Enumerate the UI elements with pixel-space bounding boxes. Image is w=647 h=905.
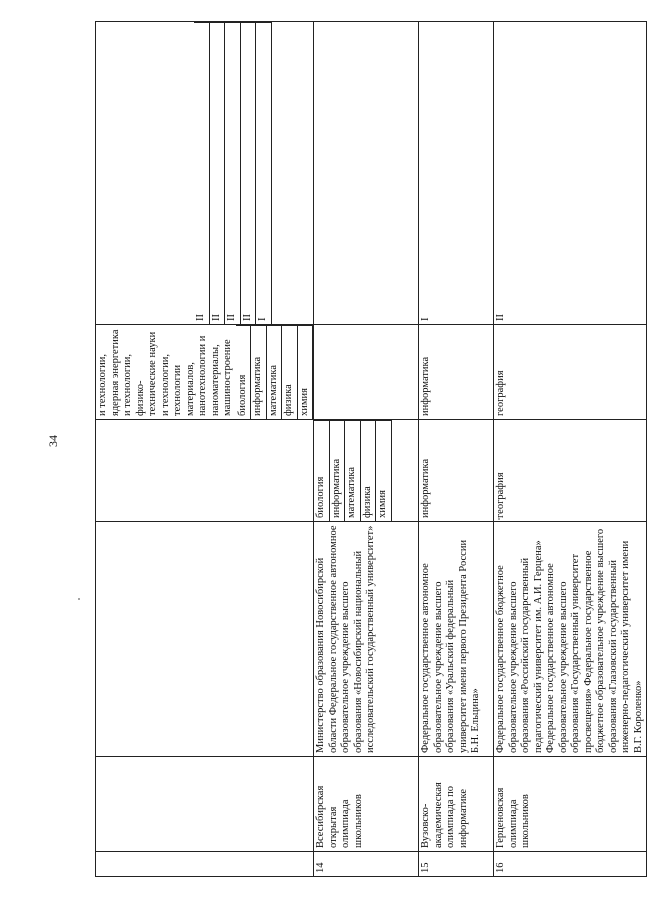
subjects-cell xyxy=(314,420,419,522)
olympiad-name: Вузовско-академическая олимпиада по информатике xyxy=(419,757,494,852)
profile-subjects: биология информатика математика физика химия xyxy=(236,325,314,419)
table-row-prev xyxy=(96,22,314,877)
page-number: 34 xyxy=(46,435,60,447)
profile-cell xyxy=(96,325,314,420)
scan-speck xyxy=(78,598,80,600)
table-row-16 xyxy=(494,22,647,877)
level: I xyxy=(419,22,494,325)
olympiad-name: Герценовская олимпиада школьников xyxy=(494,757,647,852)
level-cell xyxy=(96,22,314,325)
level-list: II II II II I xyxy=(194,22,272,324)
level: II xyxy=(494,22,647,325)
profile-text: и технологии, ядерная энергетика и технологии, физико-технические науки и технологии, технологии материалов, нанотехнологии и наноматериалы, машиностроение xyxy=(97,329,233,416)
organizers: Министерство образования Новосибирской области Федеральное государственное автономное образовательное учреждение высшего образования «Новосибирский национальный исследовательский государственный университет» xyxy=(314,522,419,757)
table-row-14 xyxy=(314,22,419,877)
row-number: 16 xyxy=(494,852,647,877)
organizers: Федеральное государственное бюджетное образовательное учреждение высшего образования «Российский государственный педагогический университет им. А.И. Герцена» Федеральное государственное автономное образовательное учреждение высшего образования «Государственный университет просвещения» Федеральное государственное бюджетное образовательное учреждение высшего образования «Глазовский государственный инженерно-педагогический университет имени В.Г. Короленко» xyxy=(494,522,647,757)
subjects-list: биология информатика математика физика химия xyxy=(314,420,392,521)
row-number: 15 xyxy=(419,852,494,877)
row-number: 14 xyxy=(314,852,419,877)
subject: информатика xyxy=(419,420,494,522)
profile: география xyxy=(494,325,647,420)
subject: география xyxy=(494,420,647,522)
olympiad-table xyxy=(95,21,647,877)
rotated-table-sheet xyxy=(95,22,644,877)
table-row-15 xyxy=(419,22,494,877)
organizers: Федеральное государственное автономное образовательное учреждение высшего образования «Уральский федеральный университет имени первого Президента России Б.Н. Ельцина» xyxy=(419,522,494,757)
profile: информатика xyxy=(419,325,494,420)
olympiad-name: Всесибирская открытая олимпиада школьников xyxy=(314,757,419,852)
